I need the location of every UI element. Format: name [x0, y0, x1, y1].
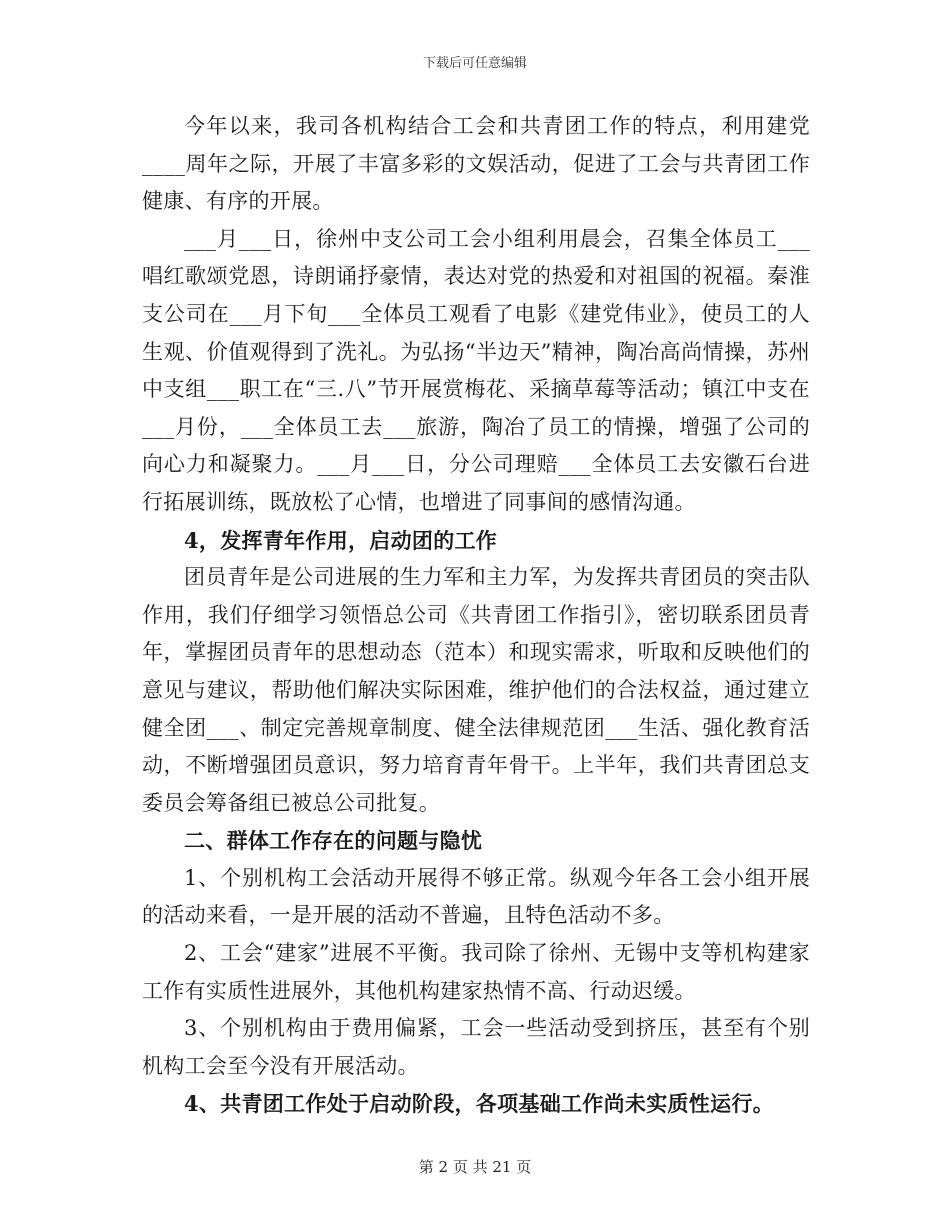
page-footer: 第 2 页 共 21 页 — [418, 1158, 532, 1176]
paragraph-1: 今年以来，我司各机构结合工会和共青团工作的特点，利用建党____周年之际，开展了丰富多彩的文娱活动，促进了工会与共青团工作健康、有序的开展。 — [142, 114, 810, 214]
problem-item-4: 4、共青团工作处于启动阶段，各项基础工作尚未实质性运行。 — [184, 1091, 775, 1117]
document-body — [142, 108, 810, 1123]
paragraph-2: ___月___日，徐州中支公司工会小组利用晨会，召集全体员工___唱红歌颂党恩，诗朗诵抒豪情，表达对党的热爱和对祖国的祝福。秦淮支公司在___月下旬___全体员工观看了电影《建党伟业》，使员工的人生观、价值观得到了洗礼。为弘扬“半边天”精神，陶冶高尚情操，苏州中支组___职工在“三.八”节开展赏梅花、采摘草莓等活动；镇江中支在___月份，___全体员工去___旅游，陶冶了员工的情操，增强了公司的向心力和凝聚力。___月___日，分公司理赔___全体员工去安徽石台进行拓展训练，既放松了心情，也增进了同事间的感情沟通。 — [142, 226, 810, 514]
paragraph-3: 团员青年是公司进展的生力军和主力军，为发挥共青团员的突击队作用，我们仔细学习领悟总公司《共青团工作指引》，密切联系团员青年，掌握团员青年的思想动态（范本）和现实需求，听取和反映他们的意见与建议，帮助他们解决实际困难，维护他们的合法权益，通过建立健全团___、制定完善规章制度、健全法律规范团___生活、强化教育活动，不断增强团员意识，努力培育青年骨干。上半年，我们共青团总支委员会筹备组已被总公司批复。 — [142, 565, 810, 815]
problem-item-2: 2、工会“建家”进展不平衡。我司除了徐州、无锡中支等机构建家工作有实质性进展外，其他机构建家热情不高、行动迟缓。 — [142, 941, 810, 1003]
section-heading-problems: 二、群体工作存在的问题与隐忧 — [184, 828, 483, 854]
section-heading-youth: 4，发挥青年作用，启动团的工作 — [184, 527, 498, 553]
page-header: 下载后可任意编辑 — [422, 56, 527, 71]
problem-item-1: 1、个别机构工会活动开展得不够正常。纵观今年各工会小组开展的活动来看，一是开展的活动不普遍，且特色活动不多。 — [142, 865, 810, 928]
problem-item-3: 3、个别机构由于费用偏紧，工会一些活动受到挤压，甚至有个别机构工会至今没有开展活动。 — [142, 1016, 810, 1078]
